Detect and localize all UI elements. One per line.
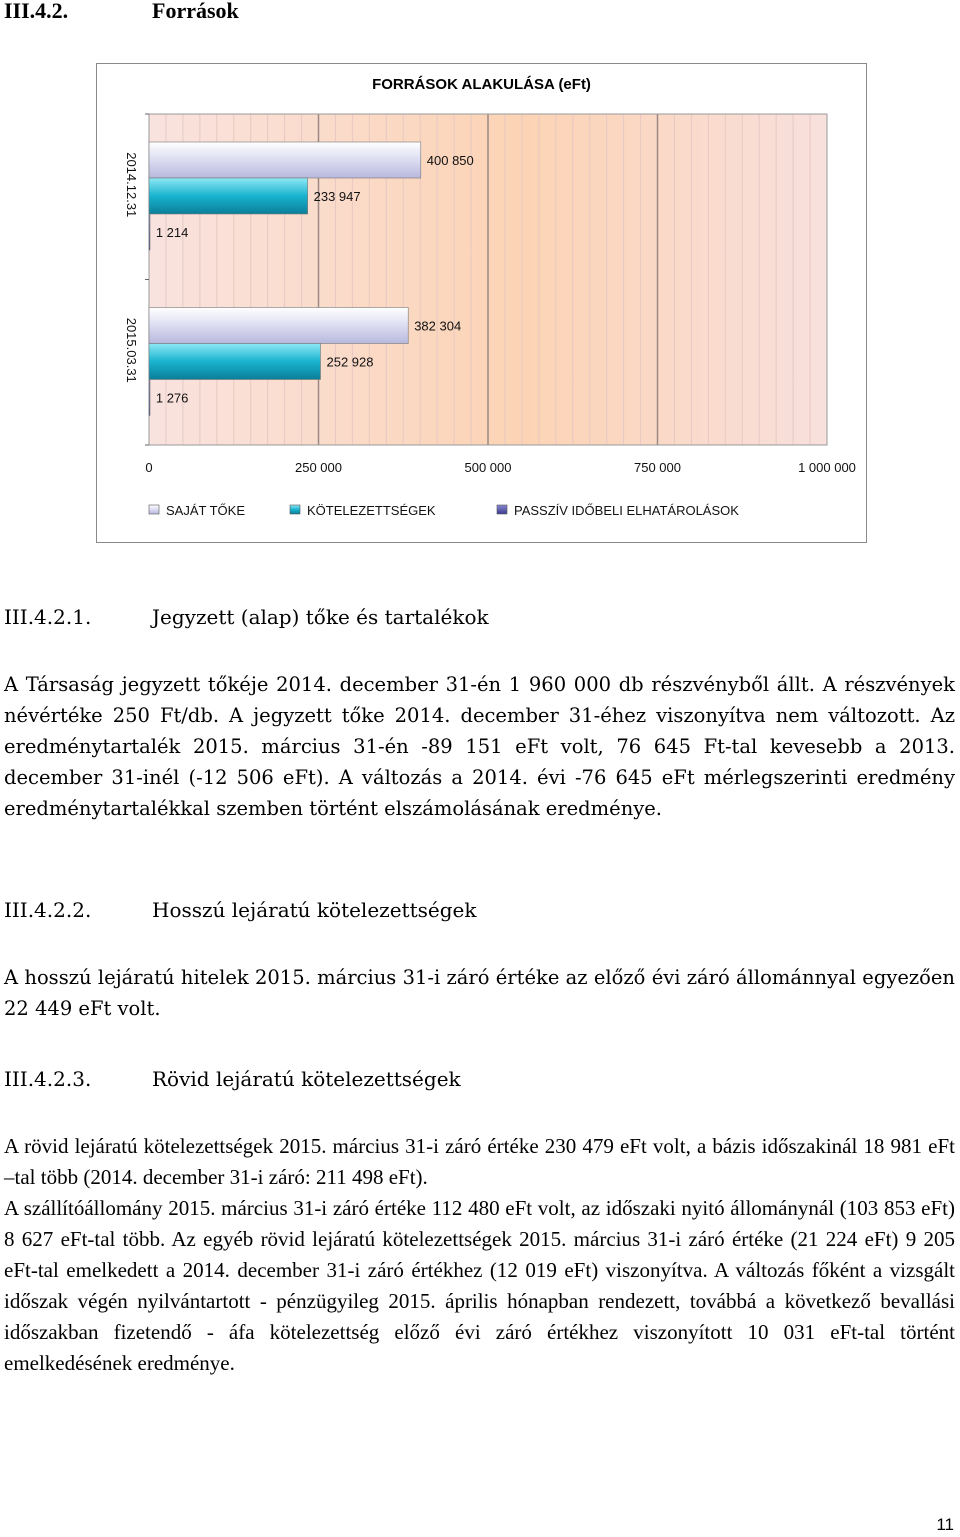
subsection-title: Rövid lejáratú kötelezettségek — [152, 1067, 461, 1091]
legend-label: PASSZÍV IDŐBELI ELHATÁROLÁSOK — [514, 503, 739, 518]
value-label: 382 304 — [414, 318, 462, 334]
legend-label: SAJÁT TŐKE — [166, 503, 245, 518]
subsection-number: III.4.2.2. — [4, 898, 92, 922]
subsection-title: Jegyzett (alap) tőke és tartalékok — [152, 605, 489, 629]
legend — [149, 503, 739, 518]
legend-swatch — [290, 505, 300, 514]
paragraph-suppliers: A szállítóállomány 2015. március 31-i záró értéke 112 480 eFt volt, az időszaki nyitó állománynál (103 853 eFt) 8 627 eFt-tal több. Az egyéb rövid lejáratú kötelezettségek 2015. március 31-i záró értéke (21 224 eFt) 9 205 eFt-tal emelkedett a 2014. december 31-i záró értékhez (12 019 eFt) viszonyítva. A változás főként a vizsgált időszak végén nyilvántartott - pénzügyileg 2015. április hónapban rendezett, továbbá a következő bevallási időszakban fizetendő - áfa kötelezettség előző évi záró értékhez viszonyított 10 031 eFt-tal történt emelkedésének eredménye. — [4, 1196, 955, 1375]
x-tick-label: 500 000 — [464, 460, 512, 475]
value-label: 1 214 — [155, 225, 189, 240]
legend-swatch — [149, 505, 159, 514]
value-label: 233 947 — [313, 189, 361, 204]
subsection-title: Hosszú lejáratú kötelezettségek — [152, 898, 477, 922]
bar-2014-series-2 — [149, 214, 150, 250]
category-labels — [124, 152, 139, 383]
subsection-heading-1 — [4, 605, 489, 629]
section-heading — [4, 0, 239, 24]
value-label: 400 850 — [426, 153, 474, 168]
x-tick-label: 1 000 000 — [798, 460, 856, 475]
legend-swatch — [497, 505, 507, 514]
bar-2015-series-1 — [149, 344, 320, 380]
bar-2015-series-2 — [149, 380, 150, 416]
section-number: III.4.2. — [4, 0, 69, 23]
subsection-number: III.4.2.3. — [4, 1067, 92, 1091]
paragraph-short-term-liabilities: A rövid lejáratú kötelezettségek 2015. március 31-i záró értéke 230 479 eFt volt, a bázis időszakinál 18 981 eFt –tal több (2014. december 31-i záró: 211 498 eFt). — [4, 1134, 955, 1189]
subsection-heading-2 — [4, 898, 476, 922]
chart-title: FORRÁSOK ALAKULÁSA (eFt) — [372, 76, 591, 93]
x-tick-label: 750 000 — [634, 460, 681, 475]
x-tick-label: 250 000 — [295, 460, 342, 475]
section-title: Források — [152, 0, 239, 23]
x-tick-label: 0 — [145, 460, 153, 475]
bar-2014-series-0 — [149, 142, 421, 178]
value-label: 252 928 — [326, 354, 374, 370]
page-number: 11 — [936, 1515, 954, 1534]
bar-2014-series-1 — [149, 178, 308, 214]
category-label: 2014.12.31 — [124, 152, 139, 218]
subsection-heading-3 — [4, 1067, 461, 1091]
paragraph-long-term-liabilities: A hosszú lejáratú hitelek 2015. március 31-i záró értéke az előző évi záró állománnyal egyezően 22 449 eFt volt. — [4, 966, 955, 1020]
x-axis — [145, 460, 856, 475]
bar-2015-series-0 — [149, 308, 408, 344]
legend-label: KÖTELEZETTSÉGEK — [307, 503, 436, 518]
sources-chart — [96, 63, 867, 543]
chart-svg — [97, 64, 866, 542]
paragraph-share-capital: A Társaság jegyzett tőkéje 2014. december 31-én 1 960 000 db részvényből állt. A részvények névértéke 250 Ft/db. A jegyzett tőke 2014. december 31-éhez viszonyítva nem változott. Az eredménytartalék 2015. március 31-én -89 151 eFt volt, 76 645 Ft-tal kevesebb a 2013. december 31-inél (-12 506 eFt). A változás a 2014. évi -76 645 eFt mérlegszerinti eredmény eredménytartalékkal szemben történt elszámolásának eredménye. — [4, 673, 955, 820]
value-label: 1 276 — [155, 390, 189, 406]
category-label: 2015.03.31 — [124, 317, 139, 383]
subsection-number: III.4.2.1. — [4, 605, 92, 629]
